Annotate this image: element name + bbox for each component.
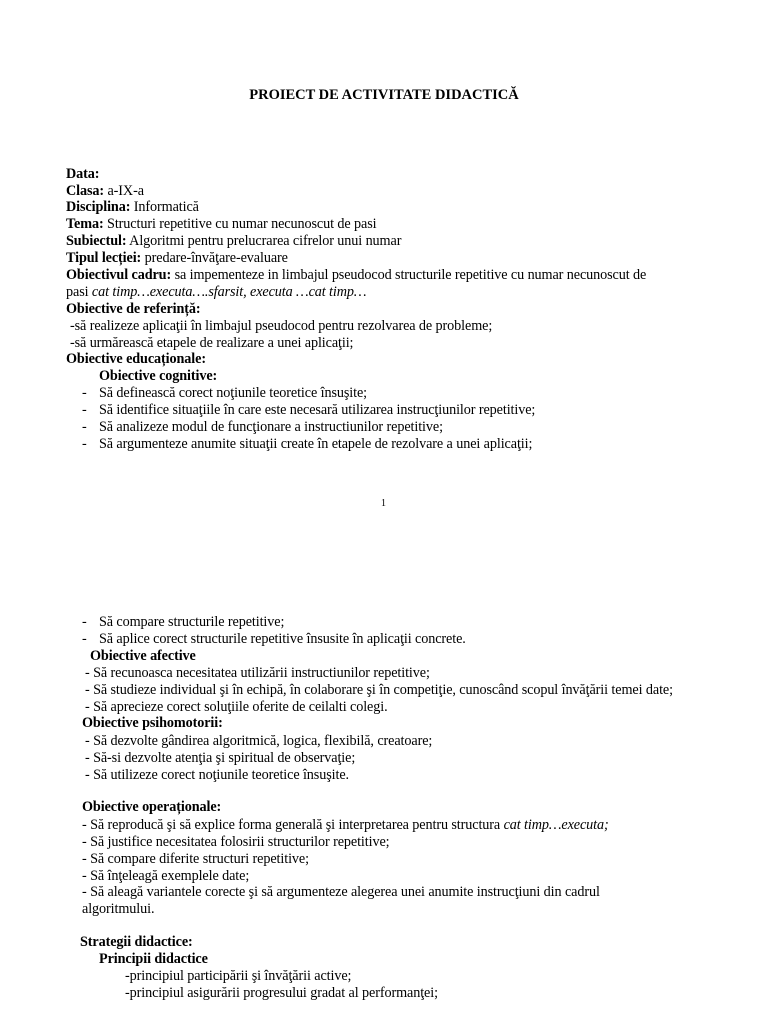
psihomotoriu-item: - Să-si dezvolte atenţia şi spiritual de observaţie; xyxy=(85,750,356,766)
obiectiv-referinta-item: -să realizeze aplicaţii în limbajul pseudocod pentru rezolvarea de probleme; xyxy=(70,318,493,334)
operational-item: - Să înţeleagă exemplele date; xyxy=(82,868,250,884)
cognitive-item-text: Să argumenteze anumite situaţii create în etapele de rezolvare a unei aplicaţii; xyxy=(99,436,533,452)
field-data xyxy=(66,166,99,183)
field-clasa xyxy=(66,183,144,200)
cognitive-item-text: Să definească corect noţiunile teoretice însuşite; xyxy=(99,385,367,401)
dash-bullet: - xyxy=(82,385,87,401)
field-obiectiv-cadru xyxy=(66,267,646,284)
field-subiectul xyxy=(66,233,401,250)
obiectiv-referinta-item: -să urmărească etapele de realizare a unei aplicaţii; xyxy=(70,335,354,351)
operational-item: - Să justifice necesitatea folosirii structurilor repetitive; xyxy=(82,834,390,850)
obiective-afective-heading: Obiective afective xyxy=(90,648,196,664)
cognitive-item-text: Să aplice corect structurile repetitive însusite în aplicaţii concrete. xyxy=(99,631,466,647)
data-label: Data: xyxy=(66,166,100,182)
operational-item: - Să compare diferite structuri repetitive; xyxy=(82,851,309,867)
field-tema xyxy=(66,216,376,233)
cognitive-item-text: Să analizeze modul de funcţionare a instructiunilor repetitive; xyxy=(99,419,443,435)
obiectiv-cadru-continuation xyxy=(66,284,366,301)
strategii-didactice-heading: Strategii didactice: xyxy=(80,934,193,950)
tema-value: Structuri repetitive cu numar necunoscut de pasi xyxy=(107,216,377,232)
clasa-label: Clasa: xyxy=(66,183,105,199)
tipul-label: Tipul lecției: xyxy=(66,250,142,266)
principii-didactice-heading: Principii didactice xyxy=(99,951,208,967)
field-disciplina xyxy=(66,199,199,216)
disciplina-label: Disciplina: xyxy=(66,199,131,215)
afectiv-item: - Să recunoasca necesitatea utilizării instructiunilor repetitive; xyxy=(85,665,430,681)
dash-bullet: - xyxy=(82,402,87,418)
document-title: PROIECT DE ACTIVITATE DIDACTICĂ xyxy=(249,87,519,103)
obiectiv-cadru-cont-italic: cat timp…executa….sfarsit, executa …cat timp… xyxy=(91,284,367,300)
obiectiv-cadru-cont-prefix: pasi xyxy=(66,284,89,300)
page-number: 1 xyxy=(381,498,386,509)
obiective-psihomotorii-heading: Obiective psihomotorii: xyxy=(82,715,223,731)
dash-bullet: - xyxy=(82,436,87,452)
obiective-referinta-heading: Obiective de referință: xyxy=(66,301,201,317)
cognitive-item-text: Să identifice situaţiile în care este necesară utilizarea instrucţiunilor repetitive; xyxy=(99,402,536,418)
tema-label: Tema: xyxy=(66,216,104,232)
operational-item-prefix: - Să reproducă şi să explice forma generală şi interpretarea pentru structura xyxy=(82,817,501,833)
operational-item-italic: cat timp…executa; xyxy=(503,817,609,833)
afectiv-item: - Să studieze individual şi în echipă, în colaborare şi în competiţie, cunoscând scopul învăţării temei date; xyxy=(85,682,673,698)
field-tipul-lectiei xyxy=(66,250,288,267)
dash-bullet: - xyxy=(82,631,87,647)
obiective-educationale-heading: Obiective educaționale: xyxy=(66,351,206,367)
subiectul-label: Subiectul: xyxy=(66,233,127,249)
subiectul-value: Algoritmi pentru prelucrarea cifrelor unui numar xyxy=(129,233,402,249)
afectiv-item: - Să aprecieze corect soluţiile oferite de ceilalti colegi. xyxy=(85,699,388,715)
disciplina-value: Informatică xyxy=(133,199,199,215)
obiective-cognitive-heading: Obiective cognitive: xyxy=(99,368,218,384)
obiectiv-cadru-label: Obiectivul cadru: xyxy=(66,267,172,283)
dash-bullet: - xyxy=(82,614,87,630)
principiu-item: -principiul asigurării progresului gradat al performanţei; xyxy=(125,985,438,1001)
principiu-item: -principiul participării şi învăţării active; xyxy=(125,968,352,984)
psihomotoriu-item: - Să utilizeze corect noţiunile teoretice însuşite. xyxy=(85,767,349,783)
psihomotoriu-item: - Să dezvolte gândirea algoritmică, logica, flexibilă, creatoare; xyxy=(85,733,433,749)
tipul-value: predare-învăţare-evaluare xyxy=(144,250,288,266)
obiectiv-cadru-value: sa impementeze in limbajul pseudocod structurile repetitive cu numar necunoscut de xyxy=(174,267,647,283)
cognitive-item-text: Să compare structurile repetitive; xyxy=(99,614,285,630)
operational-item-continuation: algoritmului. xyxy=(82,901,155,917)
operational-item xyxy=(82,817,609,834)
dash-bullet: - xyxy=(82,419,87,435)
clasa-value: a-IX-a xyxy=(107,183,144,199)
obiective-operationale-heading: Obiective operaționale: xyxy=(82,799,222,815)
operational-item: - Să aleagă variantele corecte şi să argumenteze alegerea unei anumite instrucţiuni din cadrul xyxy=(82,884,600,900)
